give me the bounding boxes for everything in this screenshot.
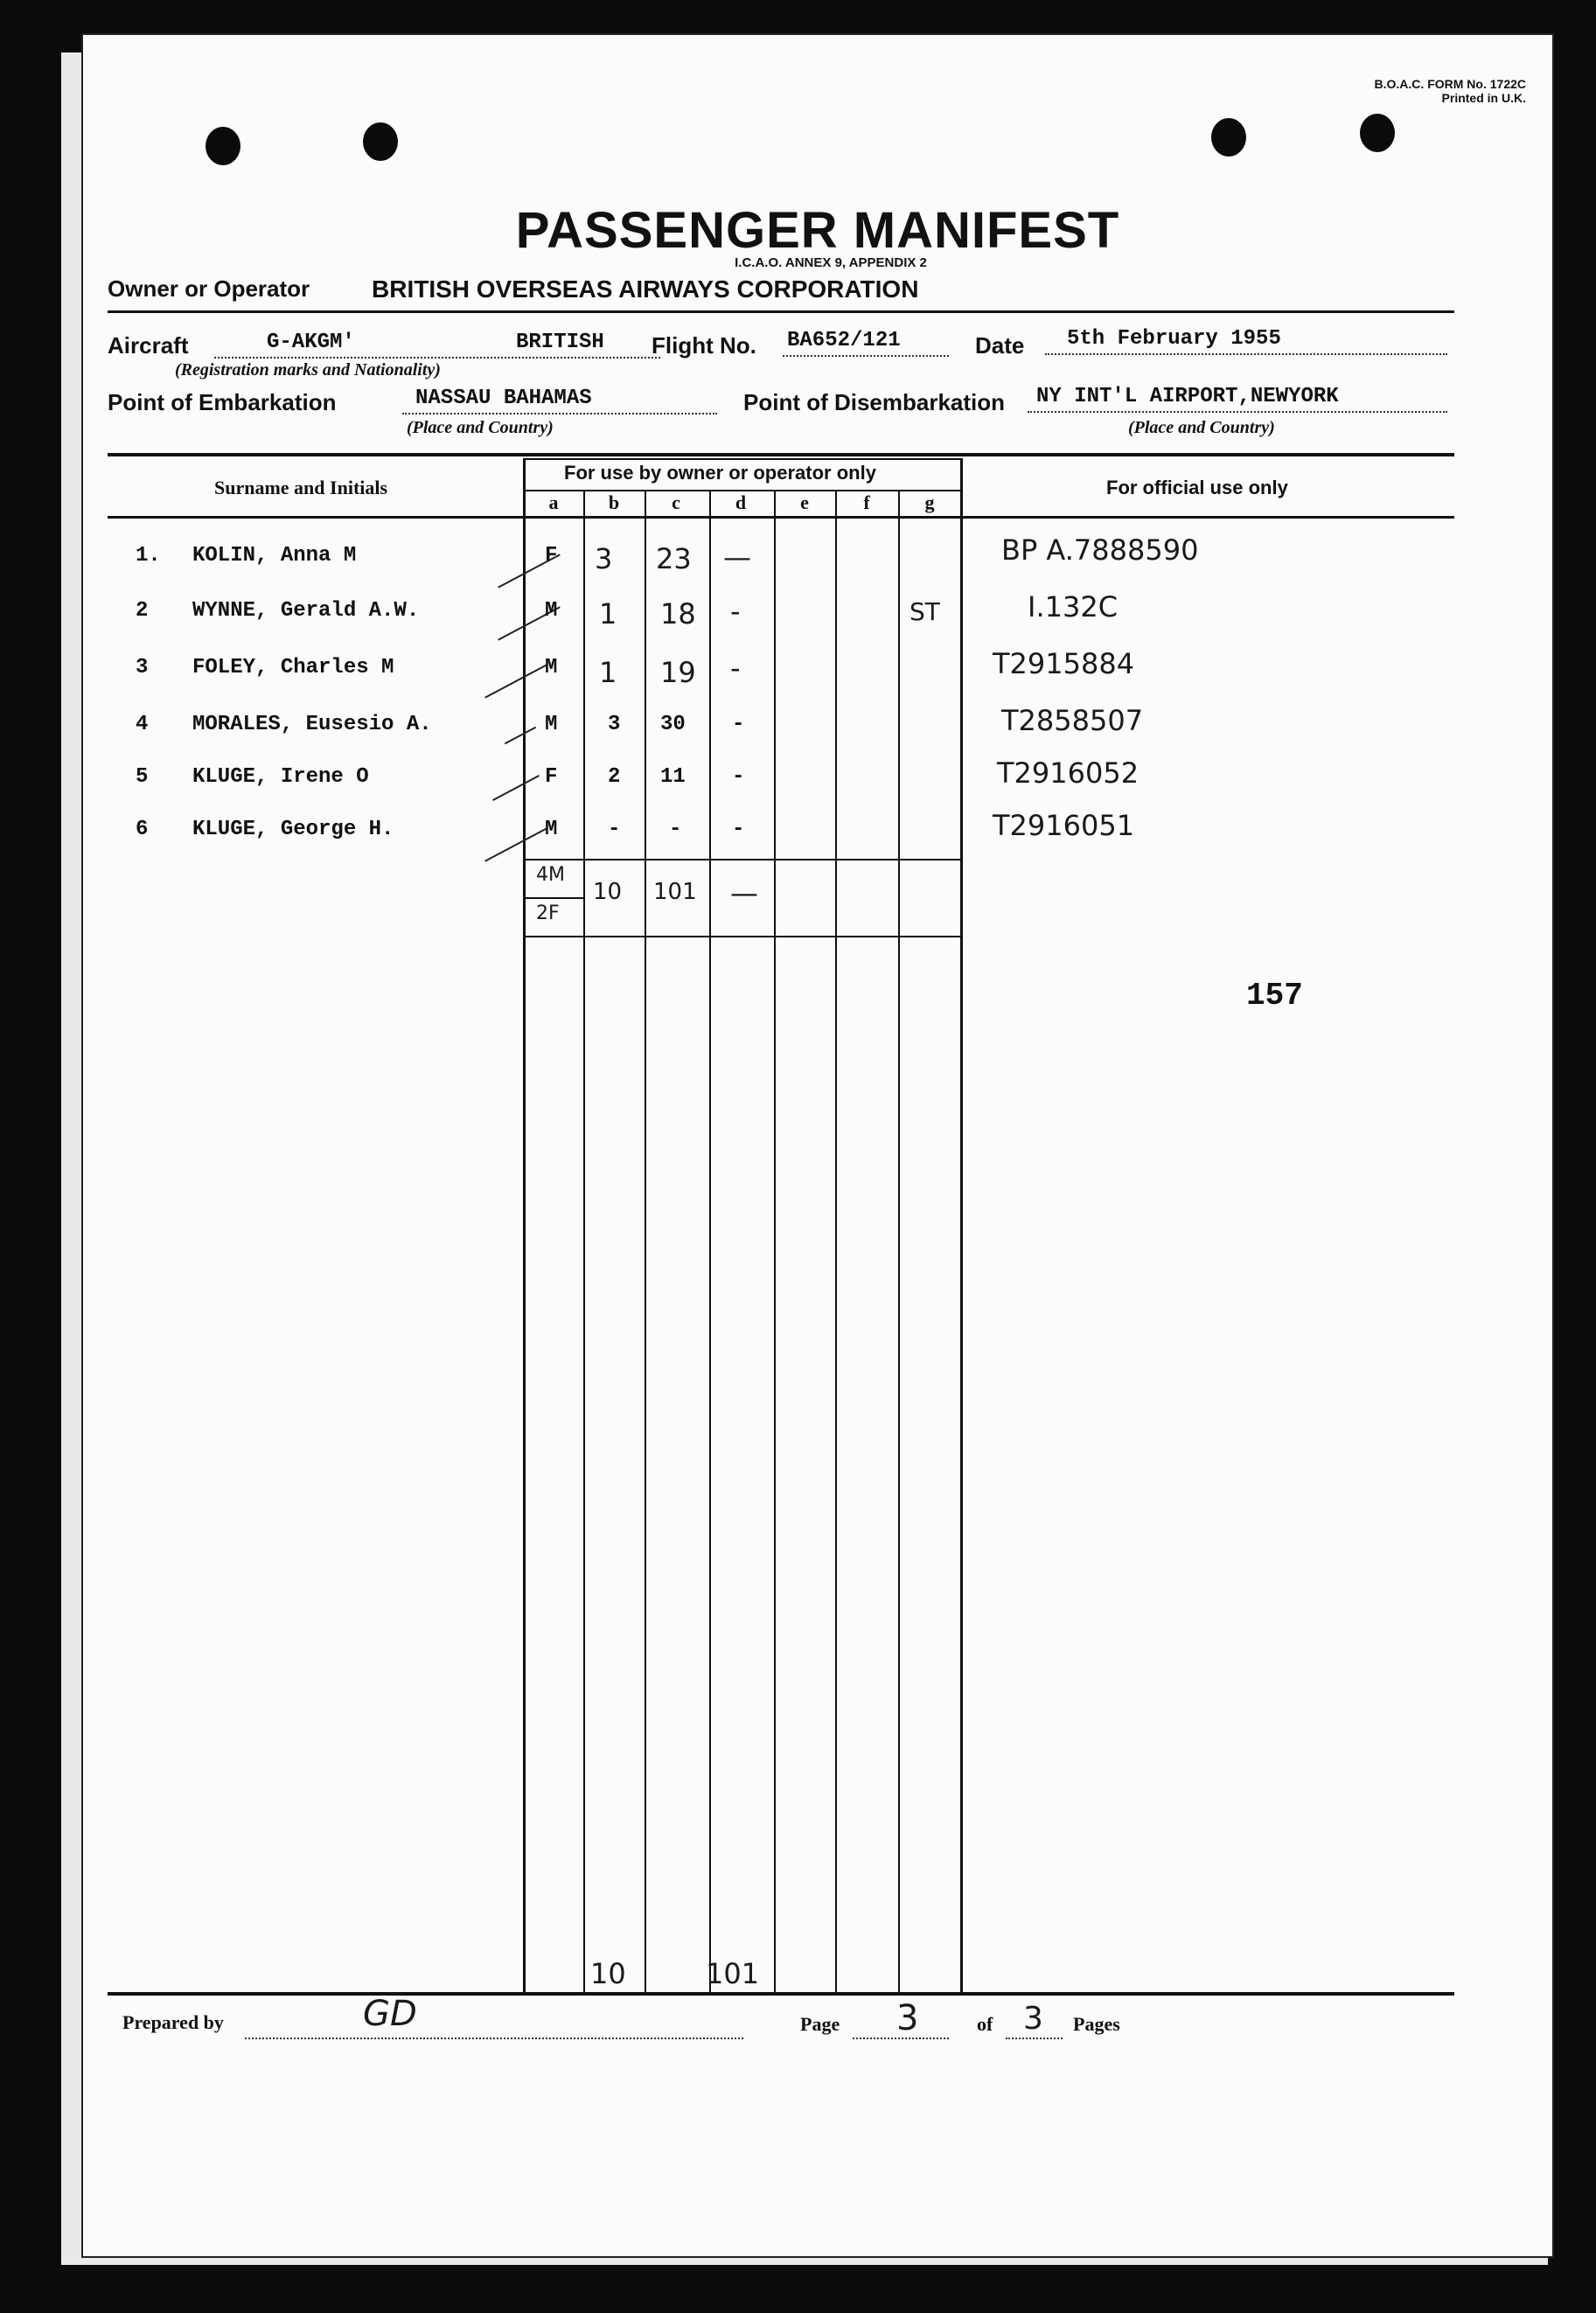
cell-c: 19 — [660, 656, 696, 689]
subtotal-split-rule — [525, 897, 584, 899]
prepared-label: Prepared by — [122, 2011, 224, 2033]
page-title: PASSENGER MANIFEST — [515, 202, 1120, 259]
pages-label: Pages — [1073, 2013, 1120, 2035]
owner-rule — [108, 310, 1454, 313]
passenger-name: WYNNE, Gerald A.W. — [192, 599, 420, 623]
subtotal-female: 2F — [536, 902, 560, 924]
subtotal-d: — — [730, 876, 758, 909]
disembark-hint: (Place and Country) — [1128, 418, 1275, 437]
cell-a: F — [545, 765, 558, 789]
col-d-header: d — [735, 491, 747, 513]
col-c-header: c — [672, 491, 680, 513]
cell-d: — — [723, 540, 751, 574]
col-surname-header: Surname and Initials — [214, 477, 388, 498]
cell-b: 1 — [599, 656, 617, 689]
cell-a: M — [545, 713, 558, 736]
subtotal-c: 101 — [653, 879, 697, 905]
total-c: 101 — [706, 1957, 760, 1990]
official-entry: T2916051 — [993, 809, 1135, 842]
total-b: 10 — [590, 1957, 626, 1990]
cell-d: - — [732, 713, 745, 736]
aircraft-hint: (Registration marks and Nationality) — [175, 360, 441, 380]
check-mark — [505, 727, 536, 745]
col-line-official — [960, 458, 963, 1993]
row-number: 2 — [136, 599, 149, 623]
passenger-name: KLUGE, George H. — [192, 818, 394, 841]
cell-b: 3 — [595, 542, 613, 575]
col-f-header: f — [863, 491, 870, 513]
col-line-d — [709, 490, 711, 1993]
table-bottom-rule — [108, 1992, 1454, 1996]
flight-dots — [783, 355, 949, 357]
cell-c: 18 — [660, 597, 696, 631]
manifest-page — [83, 35, 1552, 2256]
cell-d: - — [732, 818, 745, 841]
table-header-rule — [108, 516, 1454, 519]
nationality-value: BRITISH — [516, 331, 604, 354]
subtotal-rule-top — [525, 859, 962, 860]
check-mark — [484, 827, 547, 861]
cell-b: - — [608, 818, 621, 841]
row-number: 1. — [136, 544, 161, 568]
page-dots — [853, 2038, 949, 2039]
official-entry: T2916052 — [997, 756, 1140, 790]
cell-d: - — [732, 765, 745, 789]
cell-b: 2 — [608, 765, 621, 789]
punch-hole-2 — [363, 122, 398, 161]
aircraft-value: G-AKGM' — [267, 331, 355, 354]
date-value: 5th February 1955 — [1067, 327, 1281, 351]
punch-hole-1 — [206, 127, 240, 165]
punch-hole-3 — [1211, 118, 1246, 157]
disembark-value: NY INT'L AIRPORT,NEWYORK — [1036, 385, 1339, 408]
cell-c: - — [669, 818, 682, 841]
form-number: B.O.A.C. FORM No. 1722C — [1374, 77, 1526, 91]
page-label: Page — [800, 2013, 840, 2035]
col-operator-header: For use by owner or operator only — [564, 462, 876, 484]
disembark-label: Point of Disembarkation — [743, 389, 1006, 415]
cell-g: ST — [910, 597, 940, 626]
cell-a: M — [545, 818, 558, 841]
embark-label: Point of Embarkation — [108, 389, 337, 415]
official-entry: BP A.7888590 — [1001, 533, 1199, 567]
of-dots — [1006, 2038, 1063, 2039]
embark-hint: (Place and Country) — [407, 418, 554, 437]
of-label: of — [977, 2013, 993, 2035]
col-line-e — [774, 490, 776, 1993]
cell-d: - — [730, 651, 741, 685]
row-number: 5 — [136, 765, 149, 789]
cell-a: M — [545, 599, 558, 623]
col-official-header: For official use only — [1106, 477, 1288, 498]
date-label: Date — [975, 332, 1025, 359]
disembark-dots — [1028, 411, 1447, 413]
cell-c: 23 — [656, 542, 692, 575]
cell-c: 30 — [660, 713, 686, 736]
passenger-name: KLUGE, Irene O — [192, 765, 369, 789]
subtotal-rule-bottom — [525, 936, 962, 937]
col-line-c — [645, 490, 646, 1993]
date-dots — [1045, 353, 1447, 355]
official-entry: T2915884 — [993, 647, 1135, 680]
aircraft-dots — [214, 357, 660, 359]
subtotal-male: 4M — [536, 864, 565, 886]
subtotal-b: 10 — [593, 879, 623, 905]
cell-b: 1 — [599, 597, 617, 631]
col-g-header: g — [924, 491, 935, 513]
cell-c: 11 — [660, 765, 686, 789]
passenger-name: MORALES, Eusesio A. — [192, 713, 432, 736]
col-line-f — [835, 490, 837, 1993]
owner-label: Owner or Operator — [108, 275, 310, 302]
check-mark — [484, 664, 547, 698]
col-b-header: b — [608, 491, 620, 513]
page-subtitle: I.C.A.O. ANNEX 9, APPENDIX 2 — [735, 255, 927, 270]
row-number: 3 — [136, 656, 149, 679]
official-entry: T2858507 — [1001, 704, 1144, 737]
prepared-dots — [245, 2038, 743, 2039]
operator-header-rule-top — [525, 458, 962, 460]
col-line-a — [523, 458, 526, 1993]
cell-a: F — [545, 544, 558, 568]
flight-label: Flight No. — [652, 332, 756, 359]
cell-b: 3 — [608, 713, 621, 736]
page-value: 3 — [896, 1998, 919, 2038]
owner-value: BRITISH OVERSEAS AIRWAYS CORPORATION — [372, 275, 919, 303]
col-line-g — [898, 490, 900, 1993]
passenger-name: FOLEY, Charles M — [192, 656, 394, 679]
embark-dots — [402, 413, 717, 415]
punch-hole-4 — [1360, 114, 1395, 152]
embark-value: NASSAU BAHAMAS — [415, 387, 592, 410]
row-number: 6 — [136, 818, 149, 841]
col-e-header: e — [800, 491, 809, 513]
cell-d: - — [730, 595, 741, 628]
row-number: 4 — [136, 713, 149, 736]
stamp-number: 157 — [1246, 978, 1303, 1014]
printed-in: Printed in U.K. — [1441, 91, 1526, 105]
form-number-block — [1375, 77, 1526, 105]
aircraft-label: Aircraft — [108, 332, 189, 359]
passenger-name: KOLIN, Anna M — [192, 544, 357, 568]
cell-a: M — [545, 656, 558, 679]
table-top-rule — [108, 453, 1454, 456]
of-value: 3 — [1023, 2001, 1043, 2037]
official-entry: I.132C — [1028, 590, 1119, 624]
check-mark — [492, 775, 540, 801]
col-line-b — [583, 490, 585, 1993]
flight-value: BA652/121 — [787, 329, 901, 352]
col-a-header: a — [548, 491, 559, 513]
prepared-signature: GD — [363, 1994, 417, 2034]
